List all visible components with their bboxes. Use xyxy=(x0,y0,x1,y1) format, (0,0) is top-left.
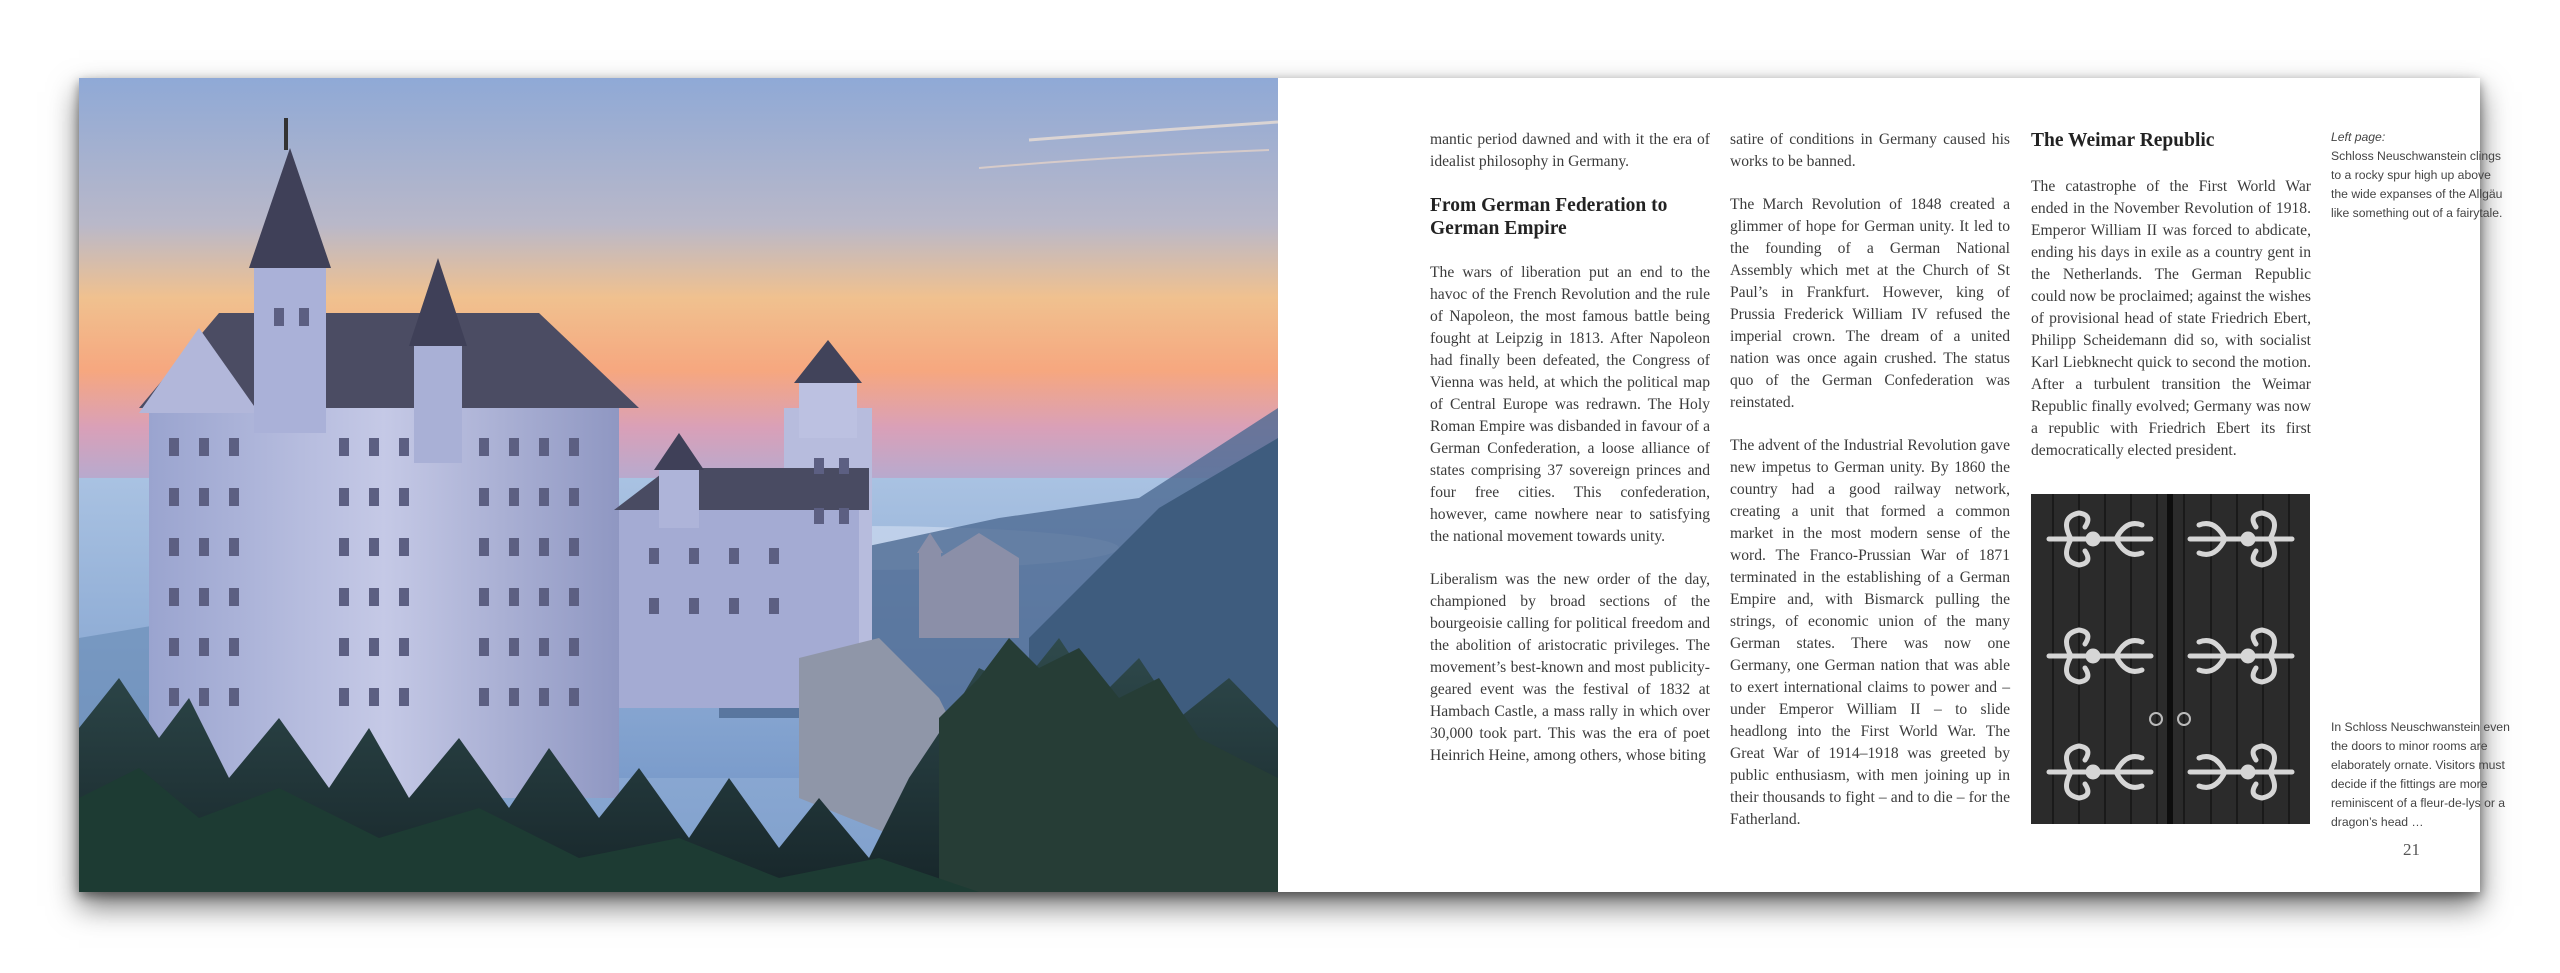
paragraph: mantic period dawned and with it the era of idealist philosophy in Germany. xyxy=(1430,131,1710,170)
caption-lead: Left page: xyxy=(2331,130,2386,144)
text-column-2 xyxy=(1730,129,2010,852)
paragraph: satire of conditions in Germany caused his works to be banned. xyxy=(1730,131,2010,170)
door-illustration xyxy=(2031,494,2310,824)
photo-caption-left-page xyxy=(2331,128,2511,223)
text-column-3 xyxy=(2031,129,2311,483)
paragraph: The March Revolution of 1848 created a glimmer of hope for German unity. It led to the founding of a German National Assembly which met at the Church of St Paul’s in Frankfurt. However, king of Prussia Frederick William IV refused the imperial crown. The dream of a united nation was once again crushed. The status quo of the German Confederation was reinstated. xyxy=(1730,196,2010,411)
photo-caption-doors xyxy=(2331,718,2511,832)
castle-illustration xyxy=(79,78,1278,892)
paragraph: The advent of the Industrial Revolution gave new impetus to German unity. By 1860 the country had a good railway network, creating a unit that formed a common market in the most modern sense of the word. The Franco-Prussian War of 1871 terminated in the establishing of a German Empire and, with Bismarck pulling the strings, of economic union of the many German states. There was now one Germany, one German nation that was able to exert international claims to power and – under Emperor William II – to slide headlong into the First World War. The Great War of 1914–1918 was greeted by public enthusiasm, with men joining up in their thousands to fight – and to die – for the Fatherland. xyxy=(1730,437,2010,828)
castle-photo xyxy=(79,78,1278,892)
text-page xyxy=(1278,78,2510,892)
paragraph: Liberalism was the new order of the day, championed by broad sections of the bourgeoisie calling for political freedom and the abolition of aristocratic privileges. The movement’s best-known and most publicity-geared event was the festival of 1832 at Hambach Castle, a mass rally in which over 30,000 took part. This was the era of poet Heinrich Heine, among others, whose biting xyxy=(1430,571,1710,764)
section-heading: The Weimar Republic xyxy=(2031,130,2215,151)
caption-text: In Schloss Neuschwanstein even the doors to minor rooms are elaborately ornate. Visitors must decide if the fittings are more reminiscent of a fleur-de-lys or a dragon’s head … xyxy=(2331,720,2510,829)
paragraph: The wars of liberation put an end to the havoc of the French Revolution and the rule of Napoleon, the most famous battle being fought at Leipzig in 1813. After Napoleon had finally been defeated, the Congress of Vienna was held, at which the political map of Central Europe was redrawn. The Holy Roman Empire was disbanded in favour of a German Confederation, a loose alliance of states comprising 37 sovereign princes and four free cities. This confederation, however, came nowhere near to satisfying the national movement towards unity. xyxy=(1430,264,1710,545)
caption-text: Schloss Neuschwanstein clings to a rocky spur high up above the wide expanses of the Allgäu like something out of a fairytale. xyxy=(2331,149,2503,220)
paragraph: The catastrophe of the First World War ended in the November Revolution of 1918. Emperor William II was forced to abdicate, ending his days in exile as a country gent in the Netherlands. The German Republic could now be proclaimed; against the wishes of provisional head of state Friedrich Ebert, Philipp Scheidemann did so, with socialist Karl Liebknecht quick to second the motion. After a turbulent transition the Weimar Republic finally evolved; Germany was now a republic with Friedrich Ebert its first democratically elected president. xyxy=(2031,178,2311,459)
text-column-1 xyxy=(1430,129,1710,788)
section-heading: From German Federation to German Empire xyxy=(1430,195,1668,239)
page-number: 21 xyxy=(2403,840,2420,859)
book-spread xyxy=(79,78,2510,892)
door-fittings-photo xyxy=(2031,494,2310,824)
